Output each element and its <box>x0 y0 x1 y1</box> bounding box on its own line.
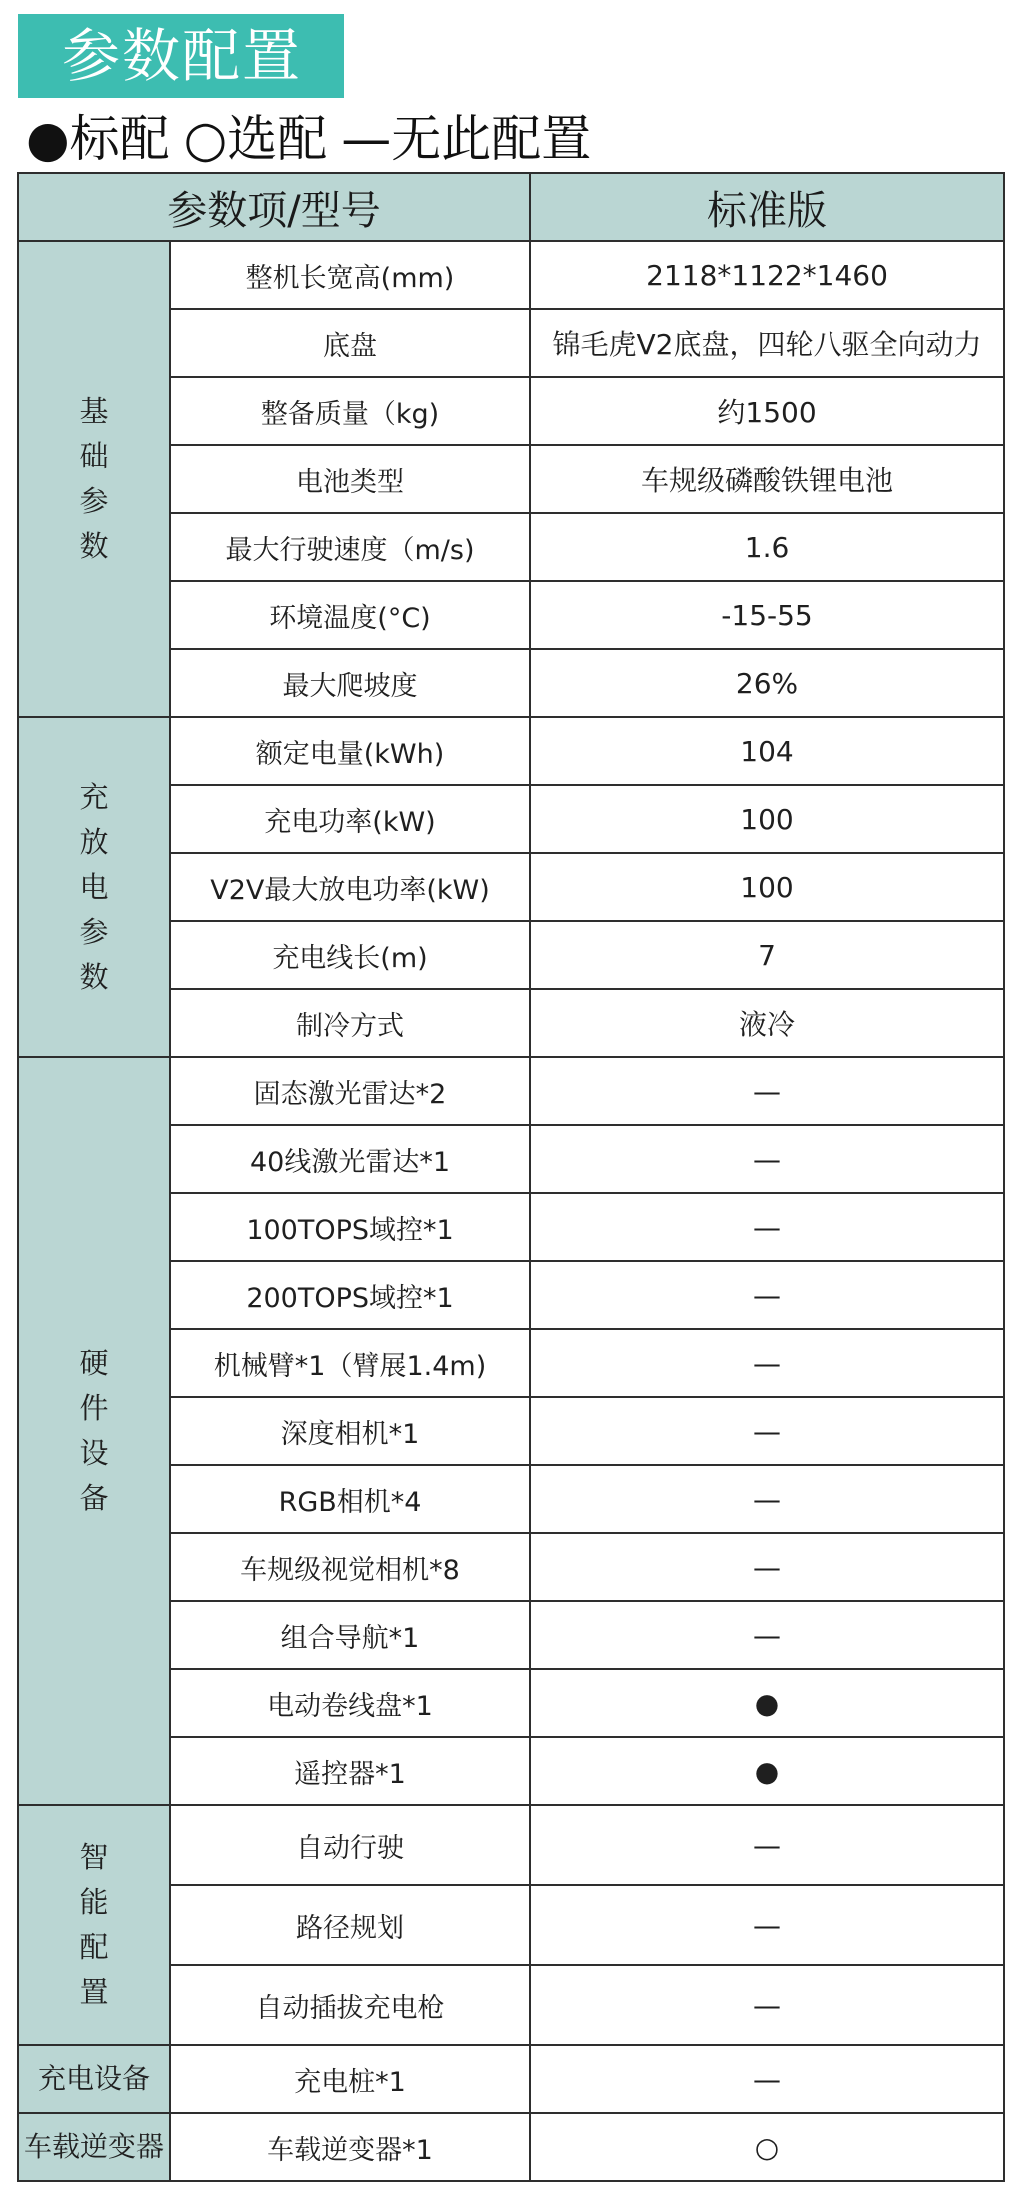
param-cell: 底盘 <box>170 309 530 377</box>
table-row <box>18 1805 1004 1885</box>
param-cell: 制冷方式 <box>170 989 530 1057</box>
param-cell: 40线激光雷达*1 <box>170 1125 530 1193</box>
table-row <box>18 2113 1004 2181</box>
param-cell: V2V最大放电功率(kW) <box>170 853 530 921</box>
value-cell: — <box>530 1261 1004 1329</box>
group-label <box>18 2113 170 2181</box>
group-label <box>18 717 170 1057</box>
table-row <box>18 2045 1004 2113</box>
param-cell: 电池类型 <box>170 445 530 513</box>
param-cell: RGB相机*4 <box>170 1465 530 1533</box>
group-label-text: 充电设备 <box>37 2062 150 2095</box>
param-cell: 最大爬坡度 <box>170 649 530 717</box>
value-cell: — <box>530 1601 1004 1669</box>
legend-optional: ○选配 <box>183 110 328 168</box>
param-cell: 额定电量(kWh) <box>170 717 530 785</box>
value-cell: — <box>530 2045 1004 2113</box>
table-row <box>18 717 1004 785</box>
value-cell: ○ <box>530 2113 1004 2181</box>
group-label-text: 车载逆变器 <box>23 2130 164 2163</box>
value-cell: — <box>530 1885 1004 1965</box>
legend-standard: ●标配 <box>26 110 170 168</box>
param-cell: 200TOPS域控*1 <box>170 1261 530 1329</box>
value-cell: — <box>530 1397 1004 1465</box>
group-label <box>18 1805 170 2045</box>
param-cell: 100TOPS域控*1 <box>170 1193 530 1261</box>
header-param: 参数项/型号 <box>18 173 530 241</box>
spec-table-body <box>18 241 1004 2181</box>
param-cell: 车载逆变器*1 <box>170 2113 530 2181</box>
page-title: 参数配置 <box>18 14 344 98</box>
param-cell: 自动行驶 <box>170 1805 530 1885</box>
table-header-row <box>18 173 1004 241</box>
param-cell: 充电桩*1 <box>170 2045 530 2113</box>
header-version: 标准版 <box>530 173 1004 241</box>
param-cell: 充电功率(kW) <box>170 785 530 853</box>
value-cell: -15-55 <box>530 581 1004 649</box>
table-row <box>18 1057 1004 1125</box>
param-cell: 机械臂*1（臂展1.4m) <box>170 1329 530 1397</box>
value-cell: — <box>530 1193 1004 1261</box>
param-cell: 固态激光雷达*2 <box>170 1057 530 1125</box>
group-label <box>18 2045 170 2113</box>
spec-table <box>17 172 1005 2182</box>
value-cell: 1.6 <box>530 513 1004 581</box>
param-cell: 遥控器*1 <box>170 1737 530 1805</box>
group-label-text: 硬件设备 <box>79 1346 109 1515</box>
value-cell: — <box>530 1057 1004 1125</box>
legend-none: —无此配置 <box>341 110 592 168</box>
value-cell: 锦毛虎V2底盘，四轮八驱全向动力 <box>530 309 1004 377</box>
value-cell: 100 <box>530 853 1004 921</box>
table-row <box>18 241 1004 309</box>
value-cell: 车规级磷酸铁锂电池 <box>530 445 1004 513</box>
value-cell: 2118*1122*1460 <box>530 241 1004 309</box>
group-label-text: 充放电参数 <box>79 779 109 994</box>
param-cell: 组合导航*1 <box>170 1601 530 1669</box>
group-label-text: 基础参数 <box>79 394 109 563</box>
value-cell: — <box>530 1805 1004 1885</box>
param-cell: 深度相机*1 <box>170 1397 530 1465</box>
value-cell: — <box>530 1533 1004 1601</box>
param-cell: 最大行驶速度（m/s) <box>170 513 530 581</box>
value-cell: 104 <box>530 717 1004 785</box>
param-cell: 车规级视觉相机*8 <box>170 1533 530 1601</box>
param-cell: 自动插拔充电枪 <box>170 1965 530 2045</box>
value-cell: — <box>530 1965 1004 2045</box>
value-cell: — <box>530 1465 1004 1533</box>
param-cell: 整机长宽高(mm) <box>170 241 530 309</box>
value-cell: ● <box>530 1737 1004 1805</box>
value-cell: — <box>530 1329 1004 1397</box>
value-cell: 液冷 <box>530 989 1004 1057</box>
value-cell: — <box>530 1125 1004 1193</box>
param-cell: 整备质量（kg) <box>170 377 530 445</box>
group-label-text: 智能配置 <box>79 1840 109 2009</box>
param-cell: 电动卷线盘*1 <box>170 1669 530 1737</box>
value-cell: 100 <box>530 785 1004 853</box>
param-cell: 路径规划 <box>170 1885 530 1965</box>
group-label <box>18 1057 170 1805</box>
group-label <box>18 241 170 717</box>
value-cell: ● <box>530 1669 1004 1737</box>
value-cell: 26% <box>530 649 1004 717</box>
param-cell: 充电线长(m) <box>170 921 530 989</box>
param-cell: 环境温度(°C) <box>170 581 530 649</box>
value-cell: 7 <box>530 921 1004 989</box>
legend <box>26 104 605 174</box>
value-cell: 约1500 <box>530 377 1004 445</box>
